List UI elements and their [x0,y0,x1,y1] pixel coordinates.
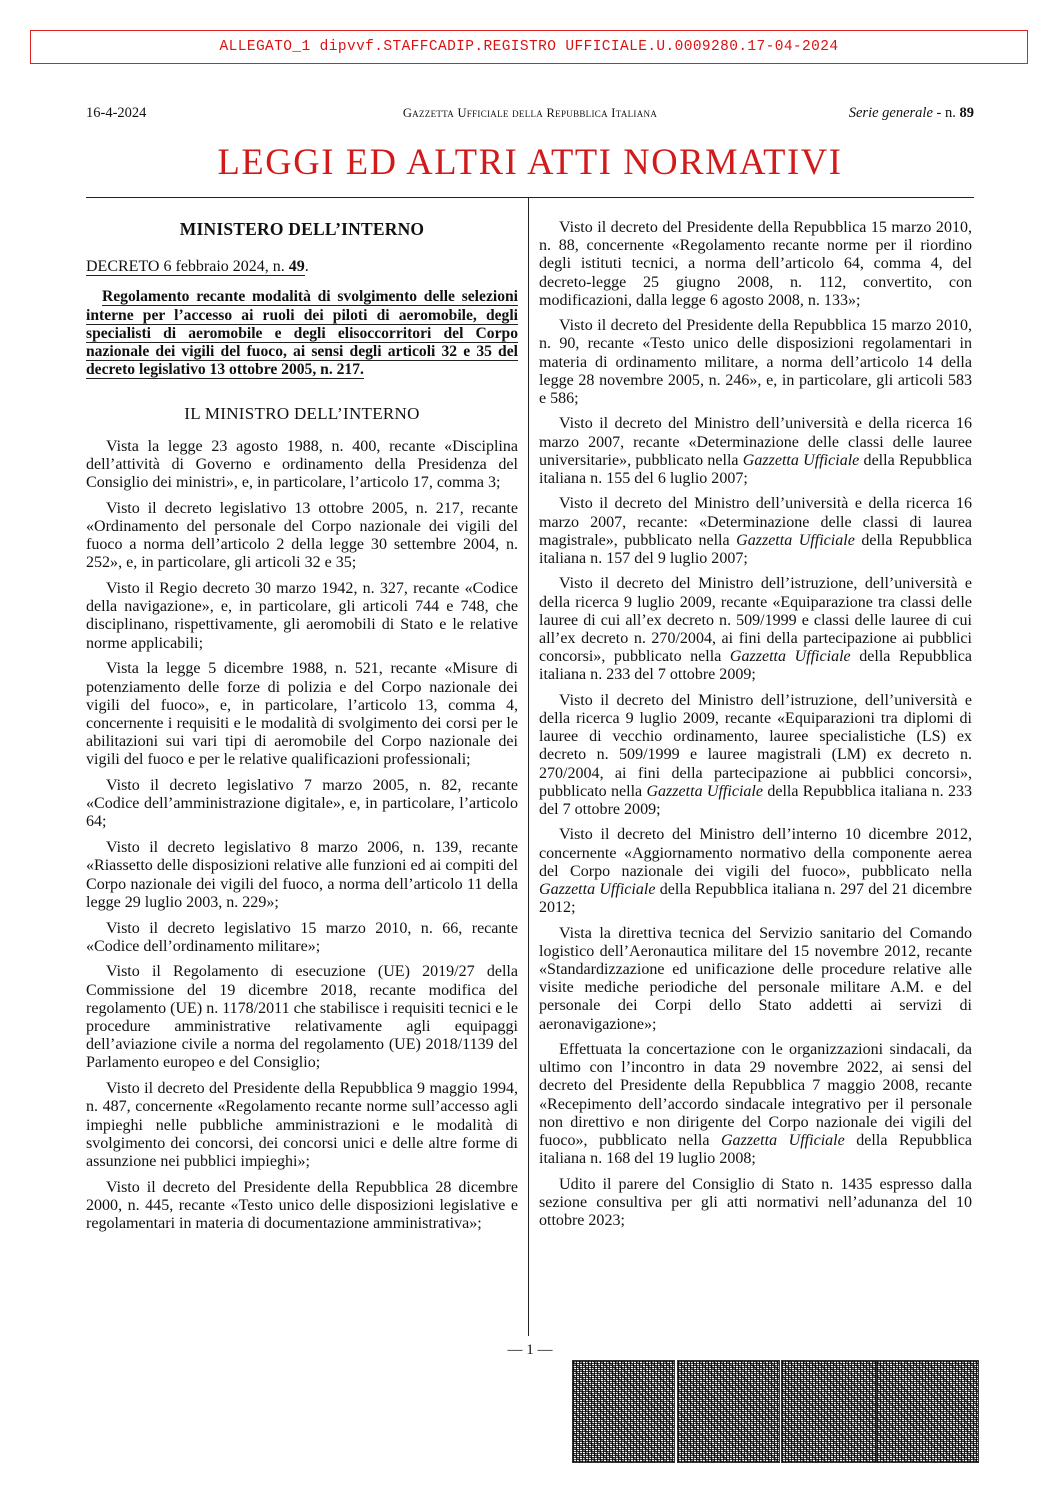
decree-subject: Regolamento recante modalità di svolgimento delle selezioni interne per l’accesso ai ruoli dei piloti di aeromobile, degli specialisti di aeromobile e degli elisoccorritori del Corpo nazionale dei vigili del fuoco, ai sensi degli articoli 32 e 35 del decreto legislativo 13 ottobre 2005, n. 217. [86,288,518,379]
recital-paragraph: Visto il decreto del Presidente della Repubblica 28 dicembre 2000, n. 445, recante «Testo unico delle disposizioni legislative e regolamentari in materia di documentazione amministrativa»; [86,1178,518,1233]
series-info: Serie generale - n. 89 [848,105,974,121]
recital-paragraph: Vista la legge 5 dicembre 1988, n. 521, recante «Misure di potenziamento delle forze di polizia e del Corpo nazionale dei vigili del fuoco», e, in particolare, l’articolo 13, comma 4, concernente i requisiti e le modalità di svolgimento dei corsi per le abilitazioni sui vari tipi di aeromobile del Corpo nazionale dei vigili del fuoco e per le relative qualificazioni professionali; [86,660,518,769]
issue-date: 16-4-2024 [86,105,147,121]
barcode-1 [572,1360,675,1463]
page-header [86,105,974,123]
column-divider [528,198,529,1336]
page-number: — 1 — [507,1342,553,1358]
recital-paragraph: Visto il decreto del Ministro dell’istruzione, dell’università e della ricerca 9 luglio 2009, recante «Equiparazione tra classi delle lauree di cui all’ex decreto n. 509/1999 e classi delle lauree di cui all’ex decreto n. 270/2004, ai fini della partecipazione ai pubblici concorsi», pubblicato nella Gazzetta Ufficiale della Repubblica italiana n. 233 del 7 ottobre 2009; [539,575,972,684]
recital-paragraph: Vista la legge 23 agosto 1988, n. 400, recante «Disciplina dell’attività di Governo e ordinamento della Presidenza del Consiglio dei ministri», e, in particolare, l’articolo 17, comma 3; [86,437,518,492]
recital-paragraph: Vista la direttiva tecnica del Servizio sanitario del Comando logistico dell’Aeronautica militare del 15 novembre 2012, recante «Standardizzazione ed unificazione delle procedure relative alle visite mediche periodiche del personale militare A.M. e del personale dei Corpi dello Stato addetti ai servizi di aeronavigazione»; [539,924,972,1033]
recital-paragraph: Visto il decreto del Ministro dell’università e della ricerca 16 marzo 2007, recante: «Determinazione delle classi di laurea magistrale», pubblicato nella Gazzetta Ufficiale della Repubblica italiana n. 157 del 9 luglio 2007; [539,495,972,568]
barcode-4 [876,1360,979,1463]
recital-paragraph: Visto il decreto legislativo 15 marzo 2010, n. 66, recante «Codice dell’ordinamento militare»; [86,919,518,955]
ministry-heading: MINISTERO DELL’INTERNO [179,219,425,239]
gazette-title: Gazzetta Ufficiale della Repubblica Italiana [402,106,658,120]
header-rule [86,197,974,198]
recital-paragraph: Visto il decreto del Presidente della Repubblica 9 maggio 1994, n. 487, concernente «Regolamento recante norme sull’accesso agli impieghi nelle pubbliche amministrazioni e le modalità di svolgimento dei concorsi, dei concorsi unici e delle altre forme di assunzione nei pubblici impieghi»; [86,1080,518,1170]
recital-paragraph: Visto il decreto del Ministro dell’università e della ricerca 16 marzo 2007, recante «Determinazione delle classi delle lauree universitarie», pubblicato nella Gazzetta Ufficiale della Repubblica italiana n. 155 del 6 luglio 2007; [539,415,972,488]
recital-paragraph: Visto il Regio decreto 30 marzo 1942, n. 327, recante «Codice della navigazione», e, in particolare, gli articoli 744 e 748, che disciplinano, rispettivamente, gli aeromobili di Stato e le relative norme applicabili; [86,580,518,652]
protocol-stamp: ALLEGATO_1 dipvvf.STAFFCADIP.REGISTRO UFFICIALE.U.0009280.17-04-2024 [30,30,1028,64]
recital-paragraph: Visto il decreto legislativo 8 marzo 2006, n. 139, recante «Riassetto delle disposizioni relative alle funzioni ed ai compiti del Corpo nazionale dei vigili del fuoco, a norma dell’articolo 11 della legge 29 luglio 2003, n. 229»; [86,839,518,911]
barcode-3 [781,1360,884,1463]
recital-paragraph: Visto il decreto del Ministro dell’istruzione, dell’università e della ricerca 9 luglio 2009, recante «Equiparazioni tra diplomi di lauree di vecchio ordinamento, lauree specialistiche (LS) ex decreto n. 509/1999 e lauree magistrali (LM) ex decreto n. 270/2004, ai fini della partecipazione ai pubblici concorsi», pubblicato nella Gazzetta Ufficiale della Repubblica italiana n. 233 del 7 ottobre 2009; [539,691,973,819]
section-title: LEGGI ED ALTRI ATTI NORMATIVI [217,141,843,182]
recital-paragraph: Visto il decreto del Presidente della Repubblica 15 marzo 2010, n. 90, recante «Testo unico delle disposizioni regolamentari in materia di ordinamento militare, a norma dell’articolo 14 della legge 28 novembre 2005, n. 246», e, in particolare, gli articoli 583 e 586; [539,317,972,408]
recital-paragraph: Visto il decreto legislativo 7 marzo 2005, n. 82, recante «Codice dell’amministrazione digitale», e, in particolare, l’articolo 64; [86,777,518,831]
decree-title: DECRETO 6 febbraio 2024, n. 49. [86,258,309,276]
recital-paragraph: Udito il parere del Consiglio di Stato n. 1435 espresso dalla sezione consultiva per gli atti normativi nell’adunanza del 10 ottobre 2023; [539,1175,972,1230]
recital-paragraph: Visto il decreto legislativo 13 ottobre 2005, n. 217, recante «Ordinamento del personale del Corpo nazionale dei vigili del fuoco a norma dell’articolo 2 della legge 30 settembre 2004, n. 252», e, in particolare, gli articoli 32 e 35; [86,499,518,572]
recital-paragraph: Visto il Regolamento di esecuzione (UE) 2019/27 della Commissione del 19 dicembre 2018, recante modifica del regolamento (UE) n. 1178/2011 che stabilisce i requisiti tecnici e le procedure amministrative relativamente agli equipaggi dell’aviazione civile a norma del regolamento (UE) 2018/1139 del Parlamento europeo e del Consiglio; [86,963,518,1072]
right-column [539,219,972,1237]
barcode-2 [677,1360,780,1463]
recital-paragraph: Effettuata la concertazione con le organizzazioni sindacali, da ultimo con l’incontro in data 29 novembre 2022, ai sensi del decreto del Presidente della Repubblica 7 maggio 2008, recante «Recepimento dell’accordo sindacale integrativo per il personale non direttivo e non dirigente del Corpo nazionale dei vigili del fuoco», pubblicato nella Gazzetta Ufficiale della Repubblica italiana n. 168 del 19 luglio 2008; [539,1041,972,1168]
minister-heading: IL MINISTRO DELL’INTERNO [184,404,420,424]
recital-paragraph: Visto il decreto del Ministro dell’interno 10 dicembre 2012, concernente «Aggiornamento normativo della componente aerea del Corpo nazionale dei vigili del fuoco», pubblicato nella Gazzetta Ufficiale della Repubblica italiana n. 297 del 21 dicembre 2012; [539,826,973,917]
left-column [86,215,518,1241]
recital-paragraph: Visto il decreto del Presidente della Repubblica 15 marzo 2010, n. 88, concernente «Regolamento recante norme per il riordino degli istituti tecnici, a norma dell’articolo 64, comma 4, del decreto-legge 25 giugno 2008, n. 112, convertito, con modificazioni, dalla legge 6 agosto 2008, n. 133»; [539,219,972,309]
